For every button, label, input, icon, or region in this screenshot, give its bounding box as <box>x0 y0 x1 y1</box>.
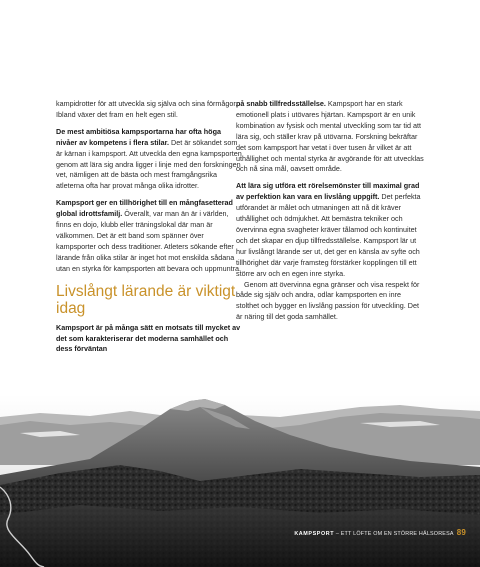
page-footer <box>226 528 466 537</box>
mountain-photo <box>0 395 480 567</box>
lead-in-bold: Kampsport är på många sätt en motsats till mycket av det som karakteriserar det moderna samhället och dess förväntan <box>56 322 241 354</box>
left-column <box>56 99 244 355</box>
right-column <box>236 99 424 329</box>
lead-in-bold: på snabb tillfredsställelse. <box>236 99 326 108</box>
paragraph-body: Det perfekta utförandet är målet och utmaningen att nå dit kräver uthållighet och ödmjukhet. Att bemästra tekniker och övervinna egna svagheter kräver tålamod och kontinuitet och det skapar en djup tillfredsställelse. Kampsport lär ut hur livslångt lärande ser ut, det ger en känsla av syfte och tillhörighet där varje framsteg förstärker kopplingen till ett större arv och en egen inre styrka. <box>236 192 421 278</box>
paragraph <box>56 198 244 274</box>
paragraph-body: Kampsport har en stark emotionell plats i utövares hjärtan. Kampsport är en unik kombination av fysisk och mental utveckling som tar tid att lära sig, och ställer krav på utövarna. Forskning bekräftar det som kampsport har vetat i över tusen år vilket är att uthållighet och mental styrka är avgörande för att utvecklas och nå sina mål, oavsett område. <box>236 99 424 174</box>
page-number: 89 <box>456 528 466 537</box>
footer-brand: KAMPSPORT <box>294 531 335 537</box>
lead-in-bold: Att lära sig utföra ett rörelsemönster till maximal grad av perfektion kan vara en livslång uppgift. <box>236 181 420 202</box>
paragraph: Genom att övervinna egna gränser och visa respekt för både sig själv och andra, odlar kampsporten en inre stolthet och bygger en livslång passion för utveckling. Det är näring till det goda samhället. <box>236 279 420 322</box>
section-heading: Livslångt lärande är viktigt idag <box>56 282 236 317</box>
paragraph-body: Överallt, var man än är i världen, finns en dojo, klubb eller träningslokal där man är välkommen. Det är ett band som spänner över kampsporter och dess traditioner. Atleters sökande efter lärande från olika stilar är inget hot mot enskilda sådana utan en styrka för kampsporten att bevara och uppmuntra. <box>56 209 241 273</box>
paragraph-body: Det är sökandet som är kärnan i kampsport. Att utveckla den egna kampsporten genom att lära sig andra ligger i linje med den forskningen vet, nämligen att de bästa och mest framgångsrika atleterna ofta har provat många olika idrotter. <box>56 137 242 191</box>
paragraph: kampidrotter för att utveckla sig själva och sina förmågor. Ibland växer det fram en helt egen stil. <box>56 99 238 119</box>
footer-tagline: – ETT LÖFTE OM EN STÖRRE HÄLSORESA <box>334 531 454 537</box>
paragraph <box>236 99 424 175</box>
paragraph <box>236 181 424 279</box>
paragraph <box>56 127 244 192</box>
paragraph <box>56 323 244 356</box>
lead-in-bold: De mest ambitiösa kampsportarna har ofta höga nivåer av kompetens i flera stilar. <box>56 126 221 147</box>
lead-in-bold: Kampsport ger en tillhörighet till en mångfasetterad global idrottsfamilj. <box>56 198 233 219</box>
